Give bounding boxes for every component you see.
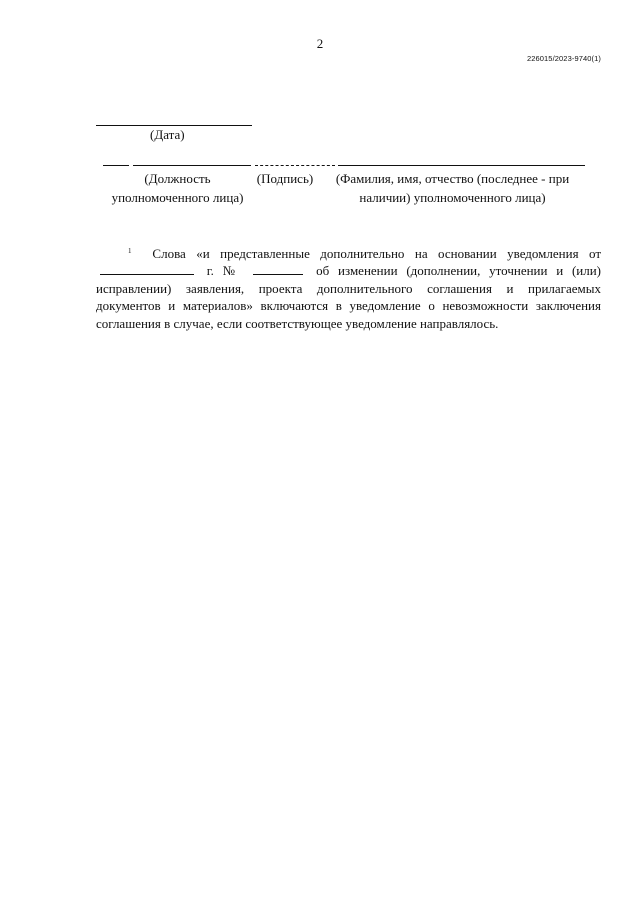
date-line (96, 125, 252, 126)
signature-caption: (Подпись) (256, 171, 314, 186)
signature-line (255, 165, 335, 166)
position-line-start (103, 165, 129, 166)
footnote-marker: 1 (128, 247, 132, 255)
footnote (96, 243, 601, 332)
position-line (133, 165, 251, 166)
footnote-text-end: об изменении (дополнении, уточнении и (или) исправлении) заявления, проекта дополнительного соглашения и прилагаемых документов и материалов» включаются в уведомление о невозможности заключения соглашения в случае, если соответствующее уведомление направлялось. (96, 263, 602, 331)
name-caption-line1: (Фамилия, имя, отчество (последнее - при (335, 171, 570, 186)
footnote-text-number: г. № (206, 263, 241, 279)
date-caption: (Дата) (150, 127, 185, 142)
footnote-text-start: Слова «и представленные дополнительно на основании уведомления от (152, 246, 601, 261)
name-caption (330, 169, 575, 207)
position-caption-line2: уполномоченного лица) (111, 190, 244, 205)
name-line (338, 165, 585, 166)
position-caption-line1: (Должность (144, 171, 211, 186)
name-caption-line2: наличии) уполномоченного лица) (359, 190, 546, 205)
document-id: 226015/2023-9740(1) (526, 54, 601, 63)
date-blank (100, 263, 194, 275)
page-number: 2 (316, 36, 324, 51)
position-caption (100, 169, 255, 207)
number-blank (253, 263, 303, 275)
